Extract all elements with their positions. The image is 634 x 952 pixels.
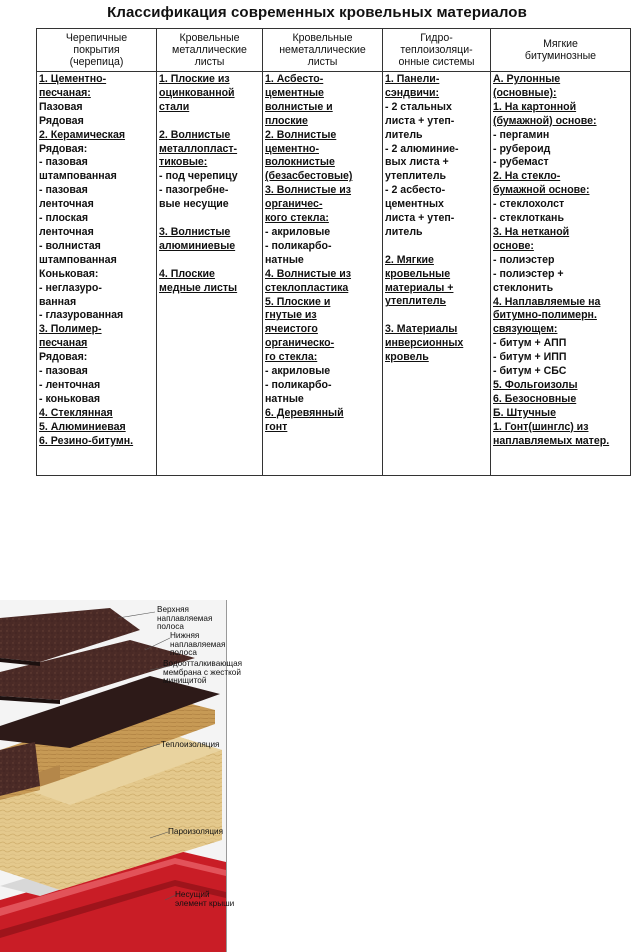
category-heading: 2. Мягкие	[385, 253, 434, 266]
category-item: вых листа +	[385, 156, 449, 169]
category-heading: цементные	[265, 86, 324, 99]
roof-layers-illustration	[0, 600, 243, 952]
category-item: - поликарбо-	[265, 239, 332, 252]
category-heading: материалы +	[385, 281, 454, 294]
category-heading: 1. Асбесто-	[265, 73, 324, 85]
category-heading: го стекла:	[265, 351, 318, 364]
category-heading: кровельные	[385, 267, 451, 280]
category-item: литель	[385, 128, 423, 141]
spacer	[159, 254, 260, 268]
category-heading: 6. Деревянный	[265, 406, 344, 419]
category-item: - пазовая	[39, 184, 88, 197]
category-heading: 5. Фольгоизолы	[493, 378, 578, 391]
category-heading: 2. Керамическая	[39, 128, 126, 141]
category-heading: цементно-	[265, 142, 319, 155]
category-heading: (бумажной) основе:	[493, 114, 597, 127]
table-body-row	[37, 72, 631, 476]
category-heading: стали	[159, 100, 190, 113]
category-heading: инверсионных	[385, 337, 464, 350]
column-soft-bitumen	[491, 72, 631, 476]
category-item: литель	[385, 225, 423, 238]
table-header-row	[37, 29, 631, 72]
category-heading: 5. Алюминиевая	[39, 420, 126, 433]
category-item: - коньковая	[39, 392, 101, 405]
category-item: цементных	[385, 198, 444, 211]
column-nonmetal-sheets	[263, 72, 383, 476]
category-item: - акриловые	[265, 225, 331, 238]
category-heading: 3. Волнистые из	[265, 184, 352, 197]
category-item: вые несущие	[159, 198, 229, 211]
category-item: - волнистая	[39, 239, 101, 252]
category-heading: 1. На картонной	[493, 100, 577, 113]
category-heading: (безасбестовые)	[265, 170, 353, 183]
category-heading: битумно-полимерн.	[493, 309, 597, 322]
classification-table	[36, 28, 631, 476]
page-title: Классификация современных кровельных материалов	[107, 4, 527, 21]
category-item: ванная	[39, 295, 77, 308]
category-item: - битум + ИПП	[493, 351, 567, 364]
label-lower-strip: Нижняя наплавляемая полоса	[170, 631, 226, 658]
category-item: стеклонить	[493, 281, 554, 294]
category-heading: металлопласт-	[159, 142, 238, 155]
category-item: - 2 алюминие-	[385, 142, 459, 155]
category-heading: ячеистого	[265, 323, 318, 336]
category-heading: А. Рулонные	[493, 73, 561, 85]
category-item: - поликарбо-	[265, 378, 332, 391]
category-heading: связующем:	[493, 323, 558, 336]
category-item: - пазовая	[39, 156, 88, 169]
category-heading: алюминиевые	[159, 239, 236, 252]
category-heading: 5. Плоские и	[265, 295, 331, 308]
category-item: Коньковая:	[39, 267, 99, 280]
category-item: ленточная	[39, 225, 94, 238]
category-heading: кого стекла:	[265, 212, 329, 225]
category-item: Рядовая:	[39, 142, 88, 155]
category-item: - стеклоткань	[493, 212, 564, 225]
category-heading: утеплитель	[385, 295, 447, 308]
column-tile-roofing	[37, 72, 157, 476]
category-heading: плоские	[265, 114, 308, 127]
category-heading: 2. Волнистые	[159, 128, 231, 141]
category-heading: 3. Материалы	[385, 323, 458, 336]
label-vapor-barrier: Пароизоляция	[168, 827, 224, 836]
category-heading: 6. Резино-битумн.	[39, 434, 134, 447]
category-item: - стеклохолст	[493, 198, 565, 211]
category-heading: кровель	[385, 351, 429, 364]
category-item: листа + утеп-	[385, 212, 455, 225]
category-heading: песчаная	[39, 337, 88, 350]
category-heading: оцинкованной	[159, 86, 235, 99]
category-heading: 4. Волнистые из	[265, 267, 352, 280]
category-heading: песчаная:	[39, 86, 91, 99]
category-item: - полиэстер	[493, 253, 555, 266]
header-tile-roofing: Черепичные покрытия (черепица)	[37, 29, 157, 72]
category-item: утеплитель	[385, 170, 447, 183]
category-heading: медные листы	[159, 281, 238, 294]
category-item: - рубемаст	[493, 156, 549, 169]
label-membrane: Водоотталкивающая мембрана с жесткой минищитой	[163, 659, 243, 686]
category-heading: волнистые и	[265, 100, 333, 113]
category-item: - акриловые	[265, 365, 331, 378]
category-item: - пергамин	[493, 128, 550, 141]
category-item: листа + утеп-	[385, 114, 455, 127]
category-heading: 2. На стекло-	[493, 170, 561, 183]
category-item: - глазурованная	[39, 309, 124, 322]
category-item: - ленточная	[39, 378, 101, 391]
category-heading: (основные):	[493, 86, 557, 99]
category-item: натные	[265, 392, 304, 405]
label-insulation: Теплоизоляция	[161, 740, 220, 749]
category-heading: 1. Гонт(шинглс) из	[493, 420, 589, 433]
category-item: штампованная	[39, 170, 117, 183]
category-item: - рубероид	[493, 142, 551, 155]
category-heading: волокнистые	[265, 156, 335, 169]
category-heading: 4. Наплавляемые на	[493, 295, 601, 308]
spacer	[385, 309, 488, 323]
header-metal-sheets: Кровельные металлические листы	[157, 29, 263, 72]
category-heading: наплавляемых матер.	[493, 434, 610, 447]
spacer	[159, 115, 260, 129]
category-item: Пазовая	[39, 100, 83, 113]
category-item: - полиэстер +	[493, 267, 564, 280]
category-item: - неглазуро-	[39, 281, 102, 294]
category-item: натные	[265, 253, 304, 266]
category-heading: 6. Безосновные	[493, 392, 577, 405]
spacer	[159, 212, 260, 226]
header-soft-bitumen: Мягкие битуминозные	[491, 29, 631, 72]
category-heading: основе:	[493, 239, 534, 252]
category-heading: органическо-	[265, 337, 335, 350]
column-insulation-systems	[383, 72, 491, 476]
header-insulation-systems: Гидро- теплоизоляци- онные системы	[383, 29, 491, 72]
category-heading: 3. На нетканой	[493, 225, 570, 238]
category-heading: сэндвичи:	[385, 86, 440, 99]
category-item: штампованная	[39, 253, 117, 266]
category-item: Рядовая	[39, 114, 84, 127]
category-item: - пазовая	[39, 365, 88, 378]
category-heading: 1. Панели-	[385, 73, 440, 85]
category-heading: Б. Штучные	[493, 406, 556, 419]
label-upper-strip: Верхняя наплавляемая полоса	[157, 605, 213, 632]
header-nonmetal-sheets: Кровельные неметаллические листы	[263, 29, 383, 72]
category-heading: бумажной основе:	[493, 184, 590, 197]
category-item: - 2 асбесто-	[385, 184, 446, 197]
spacer	[385, 240, 488, 254]
category-item: Рядовая:	[39, 351, 88, 364]
category-heading: гонт	[265, 420, 288, 433]
category-heading: 1. Плоские из	[159, 73, 230, 85]
column-metal-sheets	[157, 72, 263, 476]
category-heading: 3. Волнистые	[159, 225, 231, 238]
category-item: - плоская	[39, 212, 89, 225]
category-item: - битум + СБС	[493, 365, 567, 378]
category-heading: органичес-	[265, 198, 323, 211]
category-item: - пазогребне-	[159, 184, 229, 197]
category-item: - под черепицу	[159, 170, 238, 183]
category-item: ленточная	[39, 198, 94, 211]
label-bearing-element: Несущий элемент крыши	[175, 890, 235, 908]
category-heading: 4. Плоские	[159, 267, 215, 280]
category-heading: 4. Стеклянная	[39, 406, 113, 419]
category-item: - битум + АПП	[493, 337, 567, 350]
category-heading: стеклопластика	[265, 281, 349, 294]
category-heading: 1. Цементно-	[39, 73, 107, 85]
category-heading: 3. Полимер-	[39, 323, 102, 336]
category-heading: 2. Волнистые	[265, 128, 337, 141]
category-heading: тиковые:	[159, 156, 208, 169]
category-heading: гнутые из	[265, 309, 317, 322]
category-item: - 2 стальных	[385, 100, 452, 113]
